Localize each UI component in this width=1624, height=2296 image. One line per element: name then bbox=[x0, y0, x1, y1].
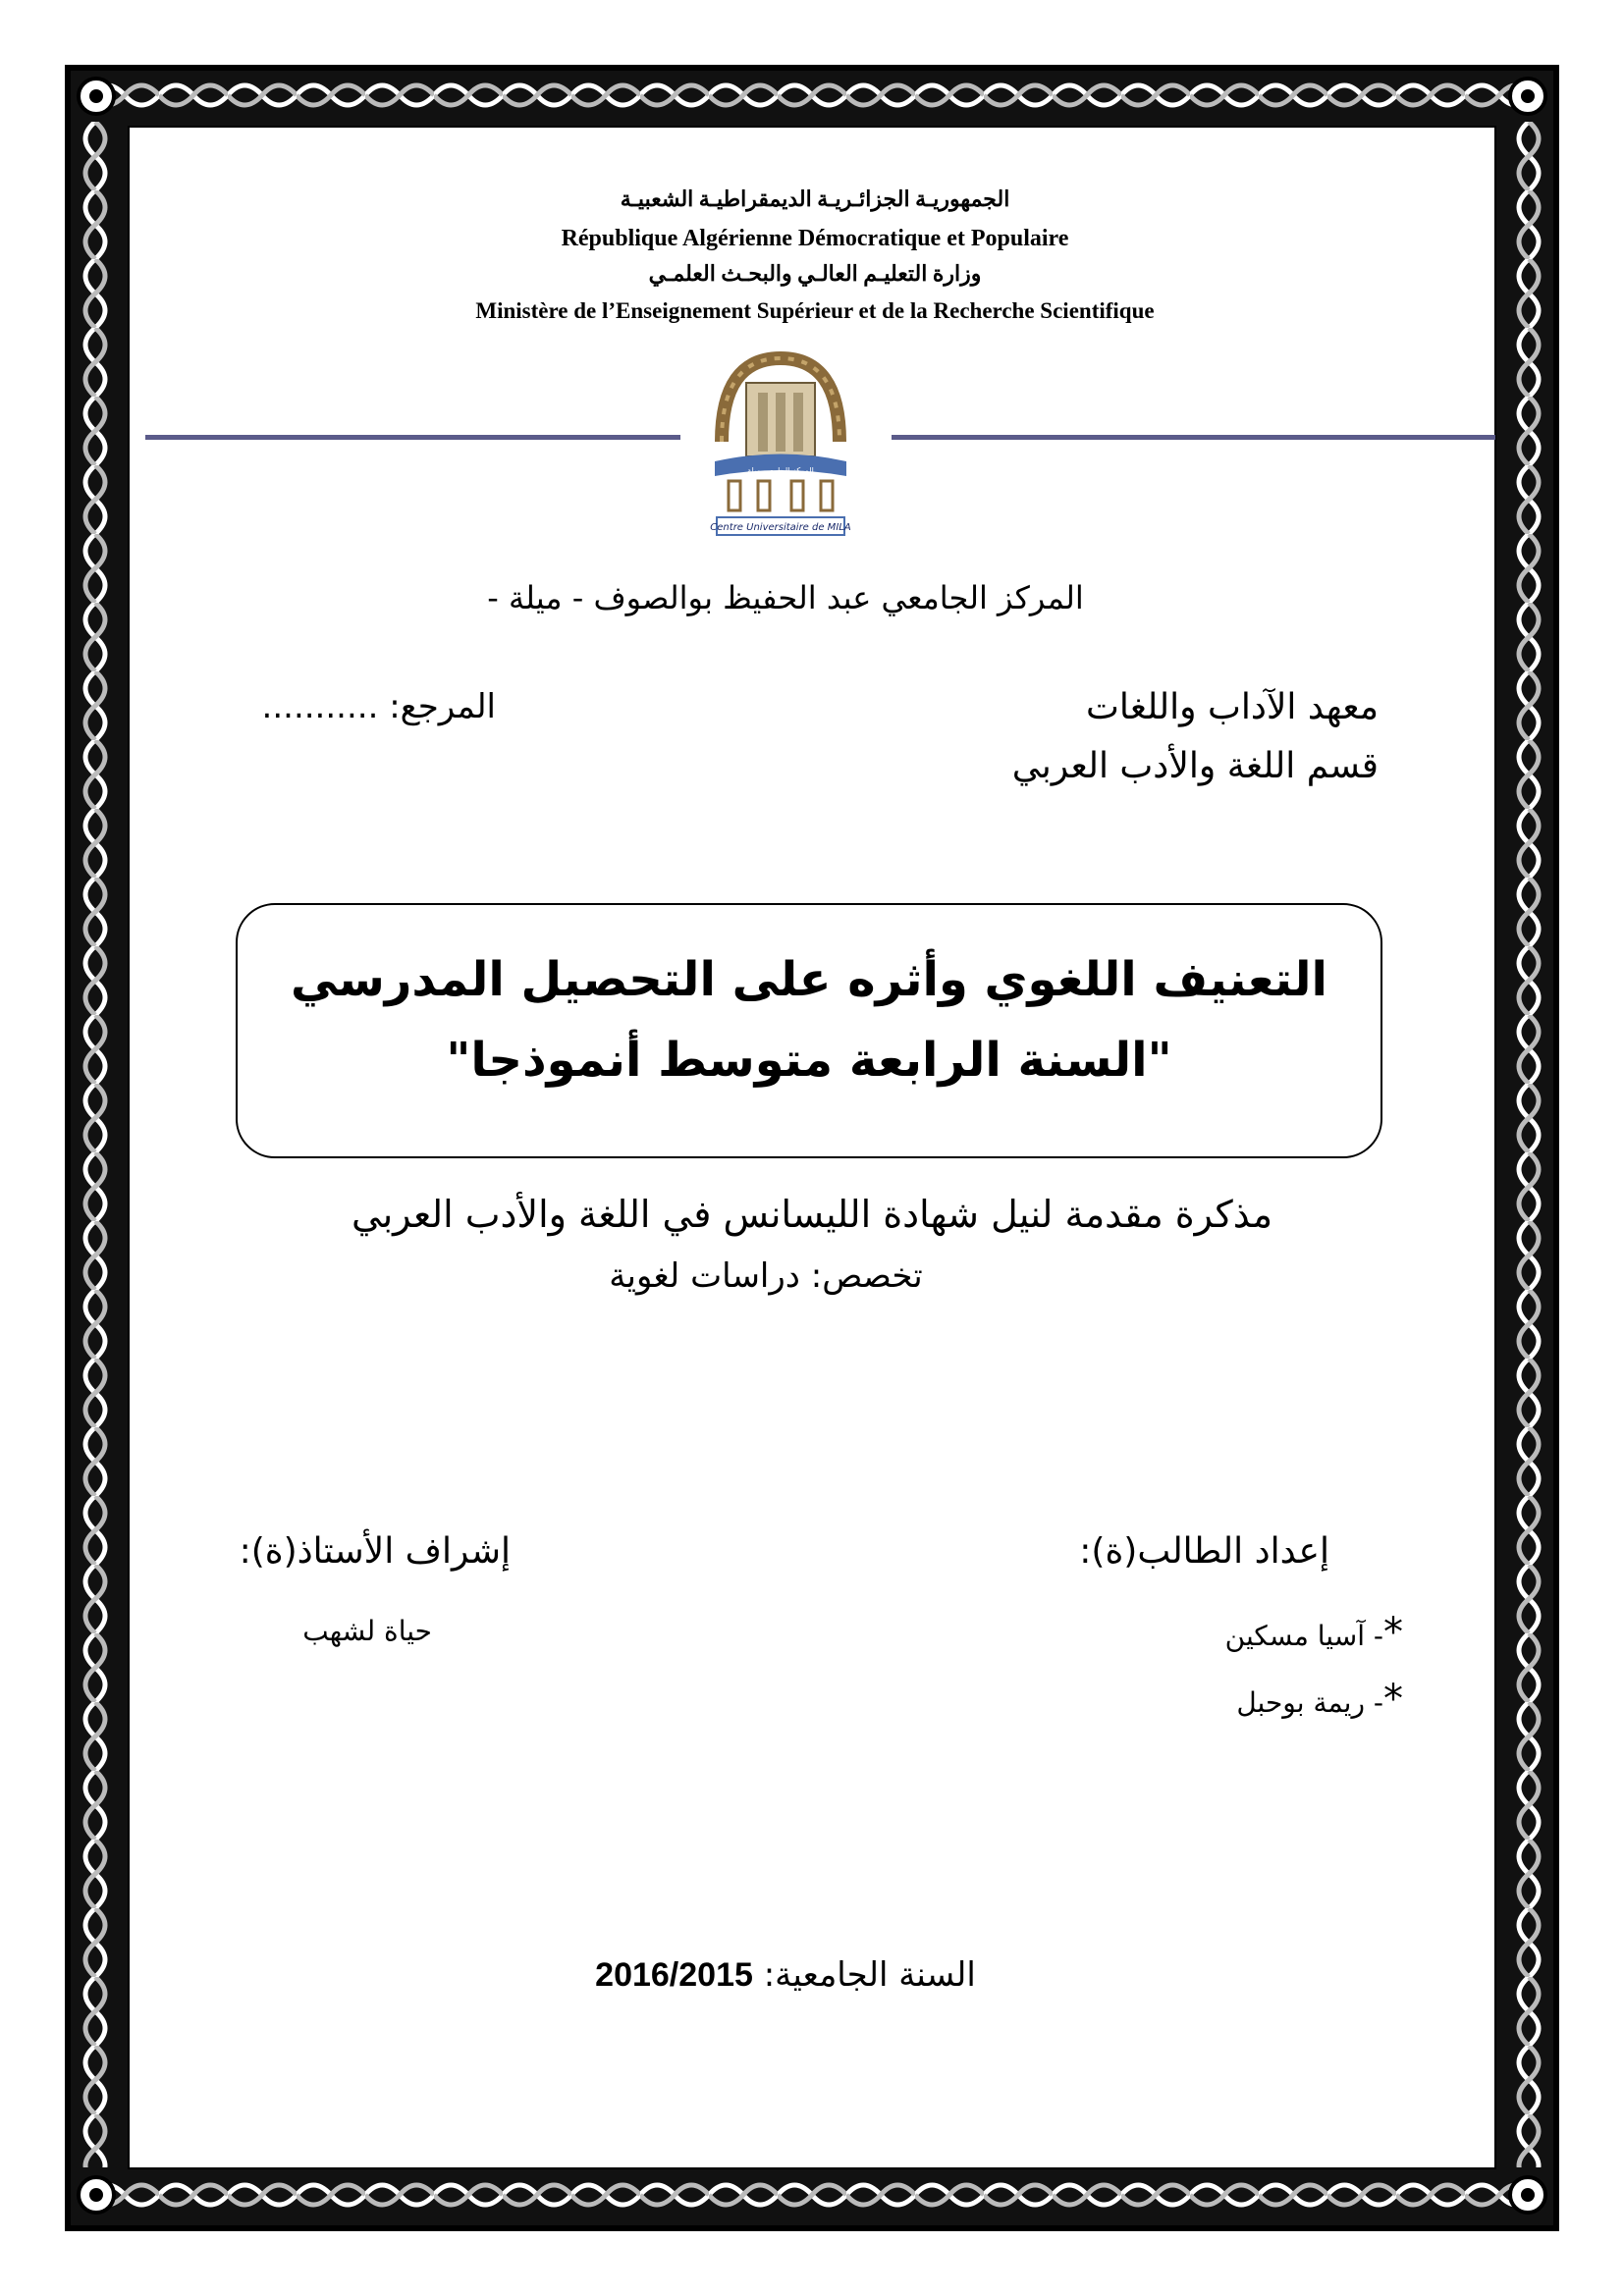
student-item: *- آسيا مسكين bbox=[1224, 1610, 1403, 1655]
institute-name: معهد الآداب واللغات bbox=[1086, 687, 1379, 727]
student-name: ريمة بوحبل bbox=[1236, 1686, 1365, 1719]
corner-ornament-top-left bbox=[77, 77, 116, 116]
border-pattern-bottom bbox=[90, 2170, 1534, 2219]
border-pattern-top bbox=[90, 71, 1534, 120]
department-name: قسم اللغة والأدب العربي bbox=[1011, 746, 1379, 786]
header-rule-right bbox=[892, 435, 1495, 440]
supervisor-name: حياة لشهب bbox=[302, 1615, 432, 1647]
ministry-arabic: وزارة التعليـم العالـي والبحـث العلمـي bbox=[648, 261, 982, 286]
corner-ornament-top-right bbox=[1508, 77, 1547, 116]
supervisor-label: إشراف الأستاذ(ة): bbox=[239, 1531, 511, 1572]
thesis-subtitle: "السنة الرابعة متوسط أنموذجا" bbox=[446, 1033, 1172, 1088]
university-logo bbox=[707, 348, 854, 540]
academic-year-value: 2016/2015 bbox=[595, 1956, 753, 1994]
academic-year bbox=[540, 1955, 1031, 1995]
logo-caption: Centre Universitaire de MILA bbox=[710, 522, 851, 533]
thesis-title: التعنيف اللغوي وأثره على التحصيل المدرسي bbox=[291, 952, 1327, 1007]
bullet-icon: * bbox=[1383, 1610, 1403, 1655]
academic-year-label: السنة الجامعية: bbox=[763, 1955, 976, 1995]
corner-ornament-bottom-right bbox=[1508, 2175, 1547, 2215]
logo-banner-text: المركز الجامعي ميلة bbox=[747, 466, 814, 475]
border-pattern-right bbox=[1504, 122, 1553, 2167]
reference-number: المرجع: ........... bbox=[261, 687, 496, 726]
header-rule-left bbox=[145, 435, 680, 440]
center-name: المركز الجامعي عبد الحفيظ بوالصوف - ميلة - bbox=[487, 579, 1084, 616]
student-item: *- ريمة بوحبل bbox=[1236, 1677, 1403, 1722]
border-pattern-left bbox=[71, 122, 120, 2167]
students-label: إعداد الطالب(ة): bbox=[1079, 1531, 1329, 1572]
student-name: آسيا مسكين bbox=[1224, 1620, 1365, 1652]
republic-arabic: الجمهوريـة الجزائـريـة الديمقراطيـة الشعبيـة bbox=[620, 187, 1010, 211]
ministry-french: Ministère de l’Enseignement Supérieur et de la Recherche Scientifique bbox=[475, 298, 1155, 323]
corner-ornament-bottom-left bbox=[77, 2175, 116, 2215]
thesis-specialty: تخصص: دراسات لغوية bbox=[609, 1256, 923, 1296]
republic-french: République Algérienne Démocratique et Populaire bbox=[561, 226, 1069, 251]
thesis-description: مذكرة مقدمة لنيل شهادة الليسانس في اللغة والأدب العربي bbox=[351, 1193, 1273, 1236]
bullet-icon: * bbox=[1383, 1677, 1403, 1722]
thesis-title-box bbox=[236, 903, 1382, 1158]
